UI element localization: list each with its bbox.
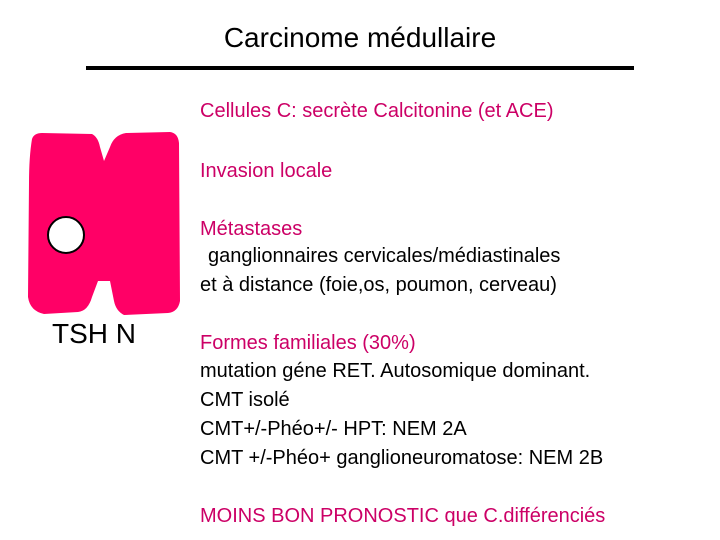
cellules-c-text: Cellules C: secrète Calcitonine (et ACE) xyxy=(200,100,554,122)
formes-line-nem2b: CMT +/-Phéo+ ganglioneuromatose: NEM 2B xyxy=(200,447,604,469)
pronostic-text: MOINS BON PRONOSTIC que C.différenciés xyxy=(200,505,606,527)
tsh-normal-label: TSH N xyxy=(52,318,136,349)
thyroid-gland-icon xyxy=(18,125,188,325)
formes-line-mutation: mutation géne RET. Autosomique dominant. xyxy=(200,360,591,382)
metastases-line-ganglionnaires: ganglionnaires cervicales/médiastinales xyxy=(208,245,561,267)
metastases-line-distance: et à distance (foie,os, poumon, cerveau) xyxy=(200,274,557,296)
thyroid-lobes-shape xyxy=(28,132,180,315)
formes-familiales-heading: Formes familiales (30%) xyxy=(200,332,416,354)
nodule-circle-icon xyxy=(48,217,84,253)
formes-line-cmt-isole: CMT isolé xyxy=(200,389,290,411)
slide-title: Carcinome médullaire xyxy=(223,22,497,53)
title-underline xyxy=(86,66,634,70)
formes-line-nem2a: CMT+/-Phéo+/- HPT: NEM 2A xyxy=(200,418,467,440)
invasion-locale-text: Invasion locale xyxy=(200,160,333,182)
metastases-heading: Métastases xyxy=(200,218,303,240)
